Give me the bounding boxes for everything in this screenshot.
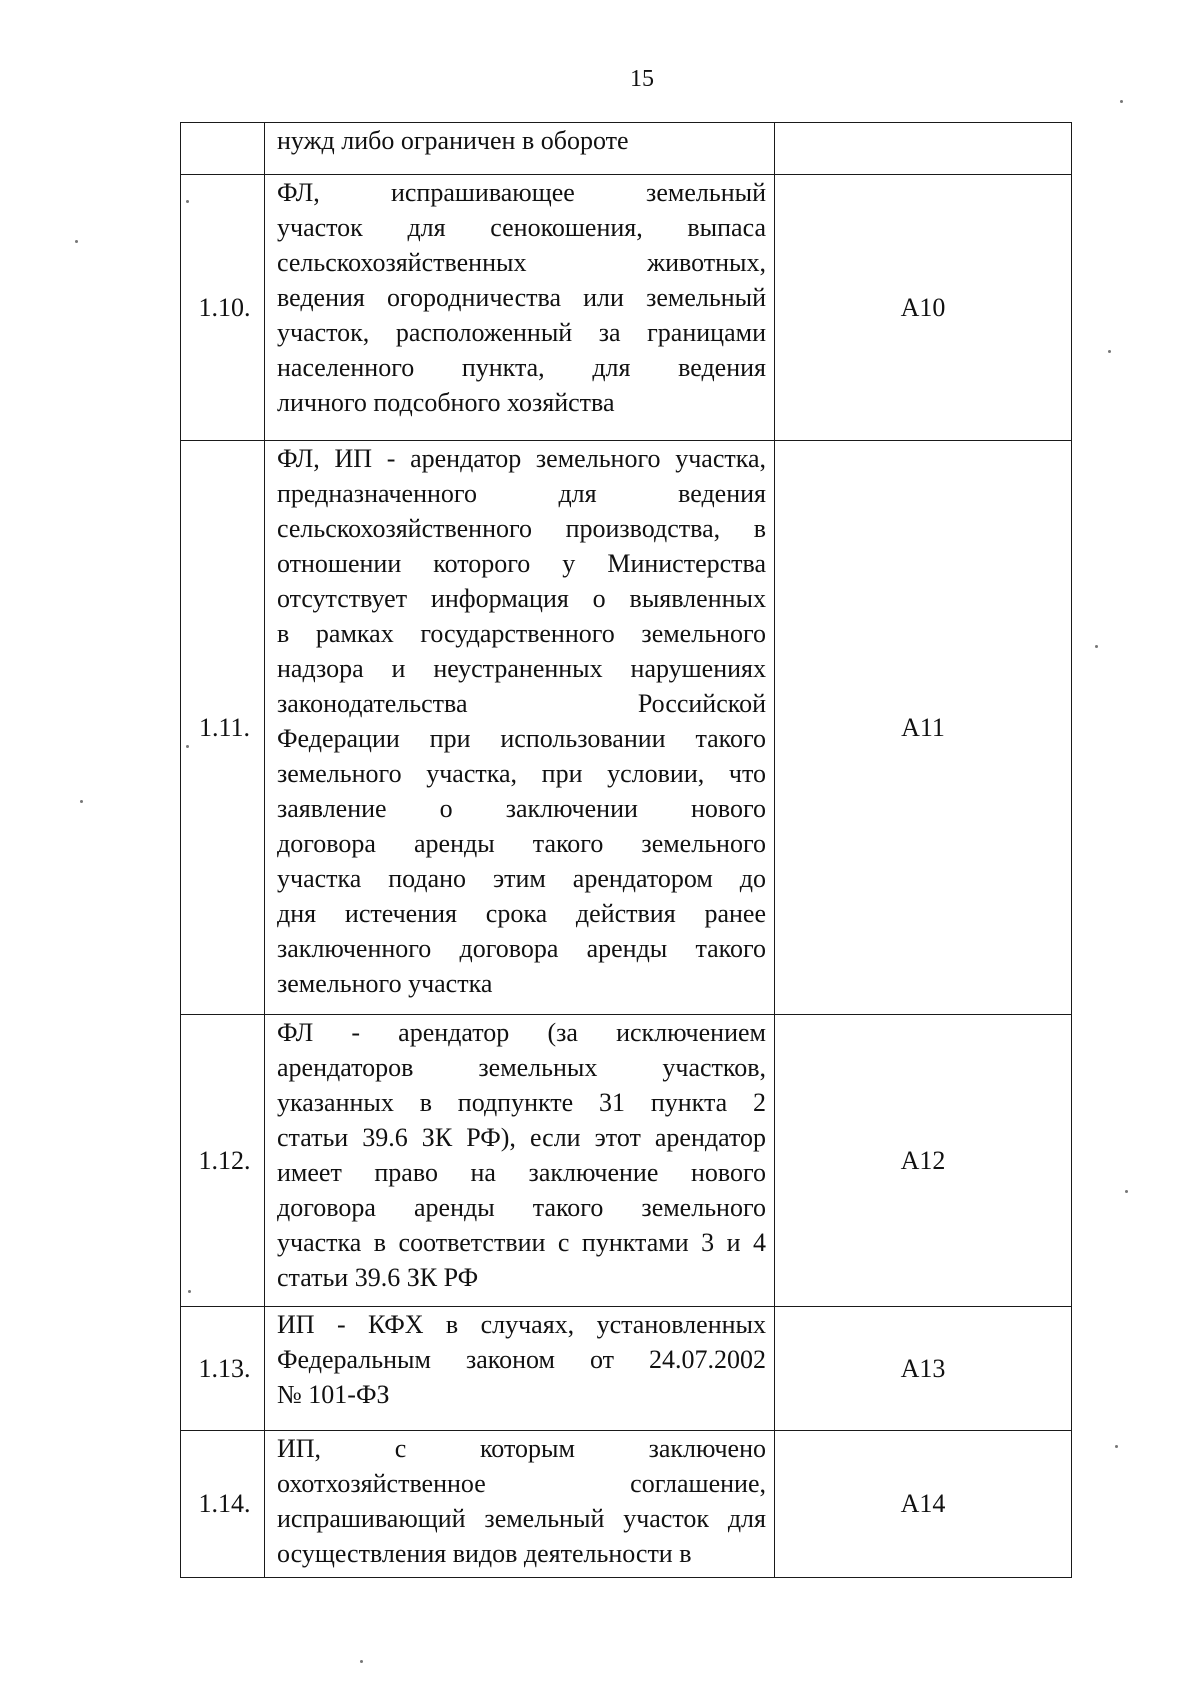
row-description: [265, 1015, 775, 1307]
page-number: 15: [630, 66, 654, 92]
row-description: [265, 1431, 775, 1578]
description-line: арендаторов земельных участков,: [277, 1053, 766, 1082]
table-row: [181, 1015, 1072, 1307]
row-number: 1.13.: [181, 1307, 265, 1431]
description-line: договора аренды такого земельного: [277, 829, 766, 858]
description-line: Федеральным законом от 24.07.2002: [277, 1345, 766, 1374]
description-line: населенного пункта, для ведения: [277, 353, 766, 382]
table-row: [181, 175, 1072, 441]
description-line: испрашивающий земельный участок для: [277, 1504, 766, 1533]
scan-speck: [360, 1660, 363, 1663]
description-line: ФЛ - арендатор (за исключением: [277, 1018, 766, 1047]
row-number: 1.12.: [181, 1015, 265, 1307]
row-code: А12: [775, 1015, 1072, 1307]
row-description: [265, 441, 775, 1015]
description-line: дня истечения срока действия ранее: [277, 899, 766, 928]
description-line: земельного участка, при условии, что: [277, 759, 766, 788]
description-line: ИП, с которым заключено: [277, 1434, 766, 1463]
scan-speck: [188, 1290, 191, 1293]
description-line: статьи 39.6 ЗК РФ), если этот арендатор: [277, 1123, 766, 1152]
scan-speck: [1115, 1445, 1118, 1448]
description-line: законодательства Российской: [277, 689, 766, 718]
row-code: А11: [775, 441, 1072, 1015]
row-number: [181, 123, 265, 175]
description-line: ФЛ, ИП - арендатор земельного участка,: [277, 444, 766, 473]
description-line: в рамках государственного земельного: [277, 619, 766, 648]
table-row: [181, 441, 1072, 1015]
scan-speck: [186, 745, 189, 748]
description-line: участка подано этим арендатором до: [277, 864, 766, 893]
description-line: личного подсобного хозяйства: [277, 388, 615, 417]
row-code: [775, 123, 1072, 175]
table-row: [181, 123, 1072, 175]
scan-speck: [1095, 645, 1098, 648]
description-line: заключенного договора аренды такого: [277, 934, 766, 963]
description-line: заявление о заключении нового: [277, 794, 766, 823]
description-line: № 101-ФЗ: [277, 1380, 390, 1409]
description-line: участка в соответствии с пунктами 3 и 4: [277, 1228, 766, 1257]
description-line: имеет право на заключение нового: [277, 1158, 766, 1187]
description-line: указанных в подпункте 31 пункта 2: [277, 1088, 766, 1117]
description-line: надзора и неустраненных нарушениях: [277, 654, 766, 683]
description-line: сельскохозяйственного производства, в: [277, 514, 766, 543]
scan-speck: [1120, 100, 1123, 103]
scan-speck: [80, 800, 83, 803]
row-code: А13: [775, 1307, 1072, 1431]
description-line: нужд либо ограничен в обороте: [277, 126, 629, 155]
table-row: [181, 1307, 1072, 1431]
scan-speck: [1108, 350, 1111, 353]
description-line: ИП - КФХ в случаях, установленных: [277, 1310, 766, 1339]
row-number: 1.10.: [181, 175, 265, 441]
scan-speck: [75, 240, 78, 243]
description-line: сельскохозяйственных животных,: [277, 248, 766, 277]
description-line: Федерации при использовании такого: [277, 724, 766, 753]
description-line: осуществления видов деятельности в: [277, 1539, 692, 1568]
scan-speck: [186, 200, 189, 203]
description-line: ведения огородничества или земельный: [277, 283, 766, 312]
description-line: ФЛ, испрашивающее земельный: [277, 178, 766, 207]
description-line: отсутствует информация о выявленных: [277, 584, 766, 613]
description-line: земельного участка: [277, 969, 493, 998]
description-line: договора аренды такого земельного: [277, 1193, 766, 1222]
row-number: 1.11.: [181, 441, 265, 1015]
row-code: А14: [775, 1431, 1072, 1578]
description-line: предназначенного для ведения: [277, 479, 766, 508]
description-line: охотхозяйственное соглашение,: [277, 1469, 766, 1498]
description-line: отношении которого у Министерства: [277, 549, 766, 578]
row-code: А10: [775, 175, 1072, 441]
description-line: участок для сенокошения, выпаса: [277, 213, 766, 242]
row-description: [265, 1307, 775, 1431]
row-description: [265, 123, 775, 175]
allocation-table: [180, 122, 1072, 1578]
table-row: [181, 1431, 1072, 1578]
description-line: участок, расположенный за границами: [277, 318, 766, 347]
scan-speck: [1125, 1190, 1128, 1193]
row-description: [265, 175, 775, 441]
row-number: 1.14.: [181, 1431, 265, 1578]
description-line: статьи 39.6 ЗК РФ: [277, 1263, 479, 1292]
